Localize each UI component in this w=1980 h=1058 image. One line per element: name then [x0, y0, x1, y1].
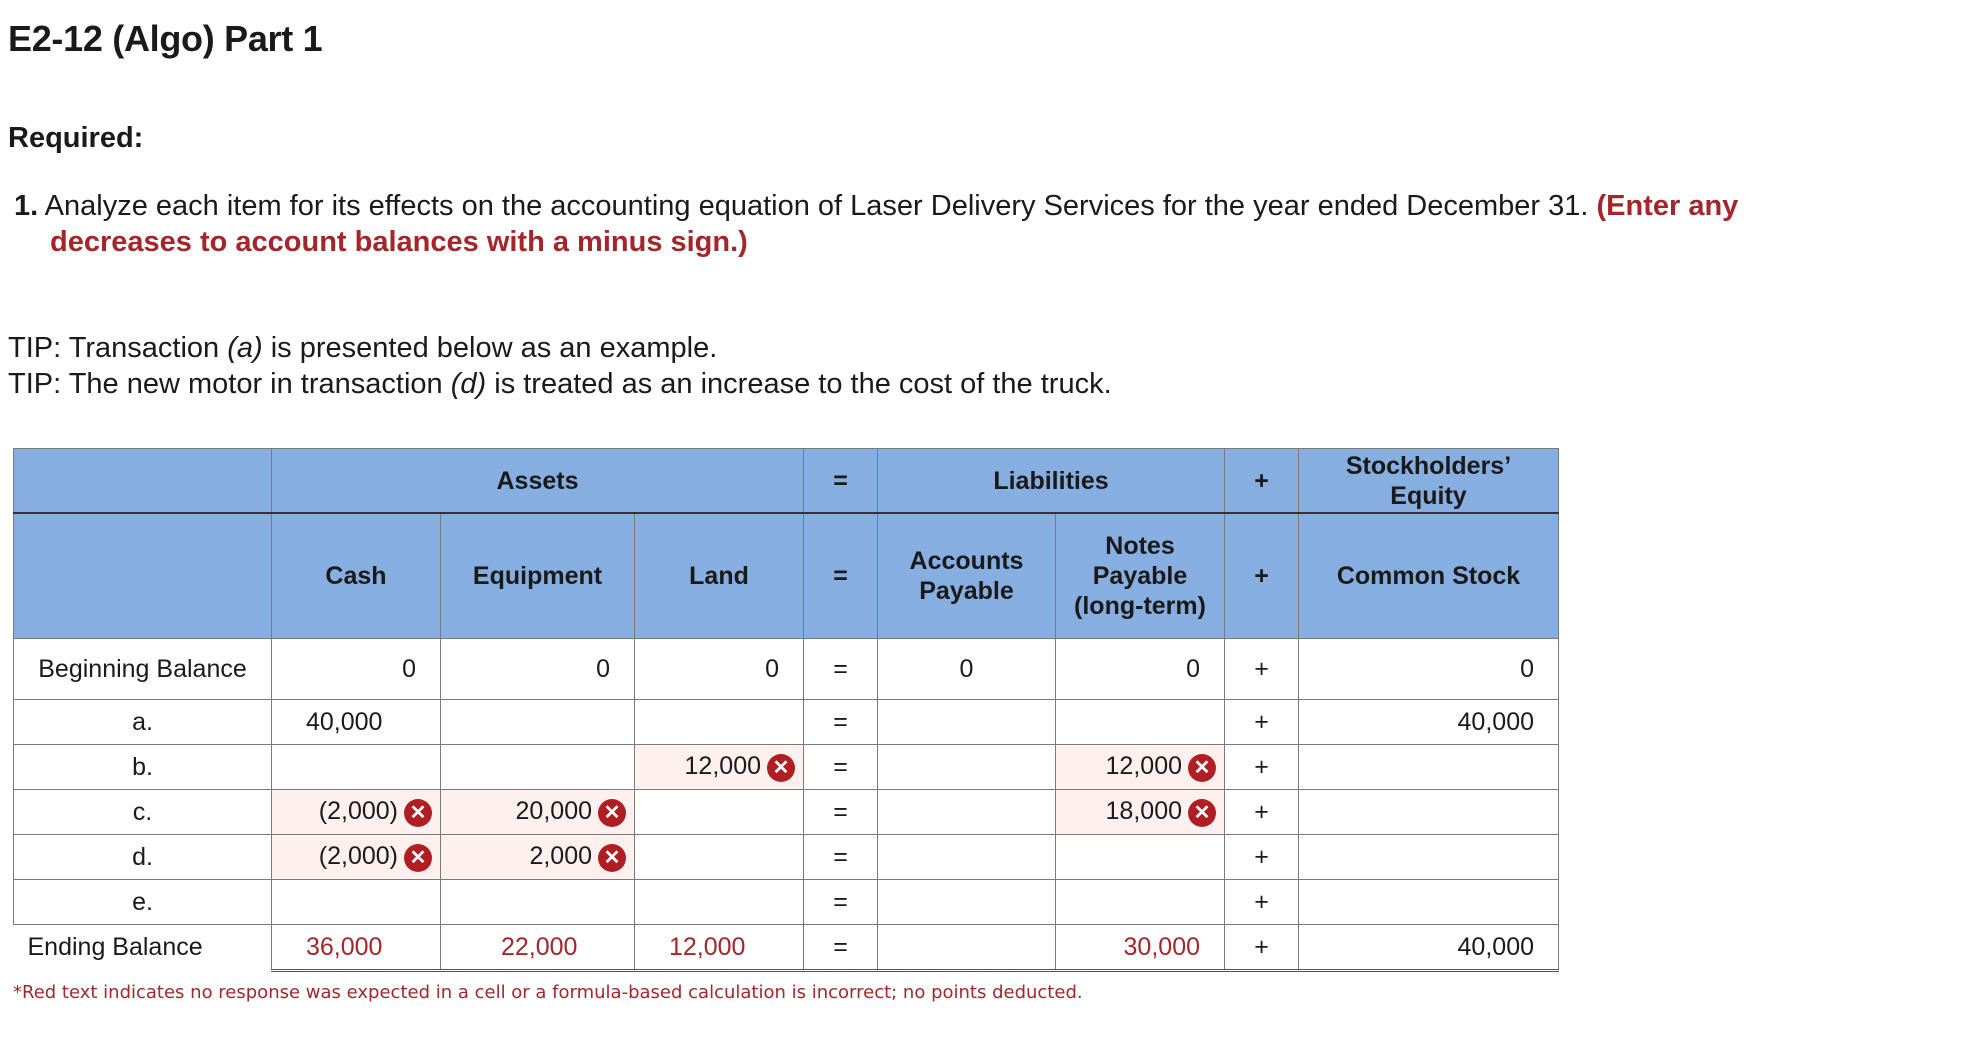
- equipment-value: 20,000: [515, 797, 592, 826]
- plus-sign: +: [1225, 790, 1299, 835]
- instruction-number: 1.: [14, 190, 39, 222]
- col-cash: Cash: [272, 513, 441, 639]
- plus-sign: +: [1225, 639, 1299, 700]
- incorrect-icon: ✕: [598, 799, 626, 827]
- notes-payable-input[interactable]: 0: [1056, 639, 1225, 700]
- equals-sign: =: [804, 700, 878, 745]
- plus-sign: +: [1225, 880, 1299, 925]
- equals-sign: =: [804, 880, 878, 925]
- page-title: E2-12 (Algo) Part 1: [8, 18, 323, 59]
- notes-payable-input[interactable]: [1056, 880, 1225, 925]
- equipment-input[interactable]: 0: [441, 639, 635, 700]
- header-liabilities: Liabilities: [878, 449, 1225, 514]
- incorrect-icon: ✕: [404, 844, 432, 872]
- row-label: Ending Balance: [14, 925, 272, 971]
- cash-input[interactable]: [272, 880, 441, 925]
- column-header-row: [14, 513, 1559, 639]
- tip-2-suffix: is treated as an increase to the cost of the truck.: [494, 368, 1112, 400]
- notes-payable-input[interactable]: [1056, 790, 1225, 835]
- equals-sign: =: [804, 639, 878, 700]
- accounts-payable-input[interactable]: [878, 835, 1056, 880]
- land-value: 12,000: [684, 752, 761, 781]
- equals-sign: =: [804, 925, 878, 971]
- plus-sign: +: [1225, 700, 1299, 745]
- land-input[interactable]: [635, 745, 804, 790]
- required-label: Required:: [8, 122, 144, 154]
- tip-2-ref: (d): [450, 368, 487, 400]
- header-equals: =: [804, 449, 878, 514]
- table-row-c: [14, 790, 1559, 835]
- plus-sign: +: [1225, 925, 1299, 971]
- equipment-input[interactable]: [441, 790, 635, 835]
- cash-input[interactable]: [272, 790, 441, 835]
- cash-input[interactable]: 40,000: [272, 700, 441, 745]
- equipment-value: 2,000: [529, 842, 592, 871]
- tip-2-prefix: TIP: The new motor in transaction: [8, 368, 443, 400]
- cash-input[interactable]: [272, 745, 441, 790]
- col-common-stock: Common Stock: [1299, 513, 1559, 639]
- common-stock-input[interactable]: [1299, 745, 1559, 790]
- cash-value: (2,000): [318, 842, 398, 871]
- accounts-payable-input[interactable]: [878, 745, 1056, 790]
- accounting-equation-table: [13, 448, 1559, 972]
- land-input[interactable]: 0: [635, 639, 804, 700]
- incorrect-icon: ✕: [1188, 799, 1216, 827]
- col-accounts-payable: Accounts Payable: [878, 513, 1056, 639]
- cash-value: (2,000): [318, 797, 398, 826]
- equipment-input[interactable]: [441, 880, 635, 925]
- col-equipment: Equipment: [441, 513, 635, 639]
- tip-1: [8, 330, 1112, 366]
- ending-cash: 36,000: [272, 925, 441, 971]
- instruction-red-2: decreases to account balances with a minus sign.): [50, 226, 748, 258]
- tip-2: [8, 366, 1112, 402]
- accounts-payable-input[interactable]: [878, 790, 1056, 835]
- land-input[interactable]: [635, 700, 804, 745]
- incorrect-icon: ✕: [1188, 754, 1216, 782]
- table-row-d: [14, 835, 1559, 880]
- incorrect-icon: ✕: [598, 844, 626, 872]
- plus-sign: +: [1225, 745, 1299, 790]
- footnote: *Red text indicates no response was expected in a cell or a formula-based calculation is incorrect; no points deducted.: [13, 982, 1083, 1003]
- instruction-red-1: (Enter any: [1596, 190, 1739, 222]
- equals-sign: =: [804, 835, 878, 880]
- notes-payable-input[interactable]: [1056, 745, 1225, 790]
- common-stock-input[interactable]: [1299, 835, 1559, 880]
- common-stock-input[interactable]: [1299, 880, 1559, 925]
- notes-payable-input[interactable]: [1056, 700, 1225, 745]
- land-input[interactable]: [635, 880, 804, 925]
- notes-payable-input[interactable]: [1056, 835, 1225, 880]
- land-input[interactable]: [635, 835, 804, 880]
- group-header-row: [14, 449, 1559, 514]
- col-notes-payable: Notes Payable (long-term): [1056, 513, 1225, 639]
- ending-notes-payable: 30,000: [1056, 925, 1225, 971]
- tip-1-suffix: is presented below as an example.: [270, 332, 718, 364]
- row-label: c.: [14, 790, 272, 835]
- header-assets: Assets: [272, 449, 804, 514]
- ending-equipment: 22,000: [441, 925, 635, 971]
- tip-1-ref: (a): [227, 332, 263, 364]
- notes-payable-value: 12,000: [1105, 752, 1182, 781]
- row-label: b.: [14, 745, 272, 790]
- accounts-payable-input[interactable]: [878, 700, 1056, 745]
- col-equals: =: [804, 513, 878, 639]
- ending-land: 12,000: [635, 925, 804, 971]
- table-row-a: [14, 700, 1559, 745]
- tip-1-prefix: TIP: Transaction: [8, 332, 220, 364]
- tips: [8, 330, 1112, 402]
- row-label: e.: [14, 880, 272, 925]
- table-row-e: [14, 880, 1559, 925]
- table-row-beginning: [14, 639, 1559, 700]
- accounts-payable-input[interactable]: 0: [878, 639, 1056, 700]
- cash-input[interactable]: 0: [272, 639, 441, 700]
- row-label: Beginning Balance: [14, 639, 272, 700]
- header-plus: +: [1225, 449, 1299, 514]
- instruction: [14, 188, 1914, 260]
- equals-sign: =: [804, 790, 878, 835]
- accounts-payable-input[interactable]: [878, 880, 1056, 925]
- header-blank: [14, 449, 272, 514]
- incorrect-icon: ✕: [767, 754, 795, 782]
- equipment-input[interactable]: [441, 835, 635, 880]
- col-land: Land: [635, 513, 804, 639]
- equals-sign: =: [804, 745, 878, 790]
- ending-accounts-payable: [878, 925, 1056, 971]
- row-label: a.: [14, 700, 272, 745]
- incorrect-icon: ✕: [404, 799, 432, 827]
- common-stock-input[interactable]: 40,000: [1299, 700, 1559, 745]
- plus-sign: +: [1225, 835, 1299, 880]
- common-stock-input[interactable]: 0: [1299, 639, 1559, 700]
- notes-payable-value: 18,000: [1105, 797, 1182, 826]
- table-row-ending: [14, 925, 1559, 971]
- land-input[interactable]: [635, 790, 804, 835]
- header-equity: Stockholders’ Equity: [1299, 449, 1559, 514]
- common-stock-input[interactable]: [1299, 790, 1559, 835]
- equipment-input[interactable]: [441, 745, 635, 790]
- ending-common-stock: 40,000: [1299, 925, 1559, 971]
- col-plus: +: [1225, 513, 1299, 639]
- equipment-input[interactable]: [441, 700, 635, 745]
- instruction-text: Analyze each item for its effects on the accounting equation of Laser Delivery Services for the year ended December 31.: [44, 190, 1589, 222]
- table-row-b: [14, 745, 1559, 790]
- cash-input[interactable]: [272, 835, 441, 880]
- col-blank: [14, 513, 272, 639]
- row-label: d.: [14, 835, 272, 880]
